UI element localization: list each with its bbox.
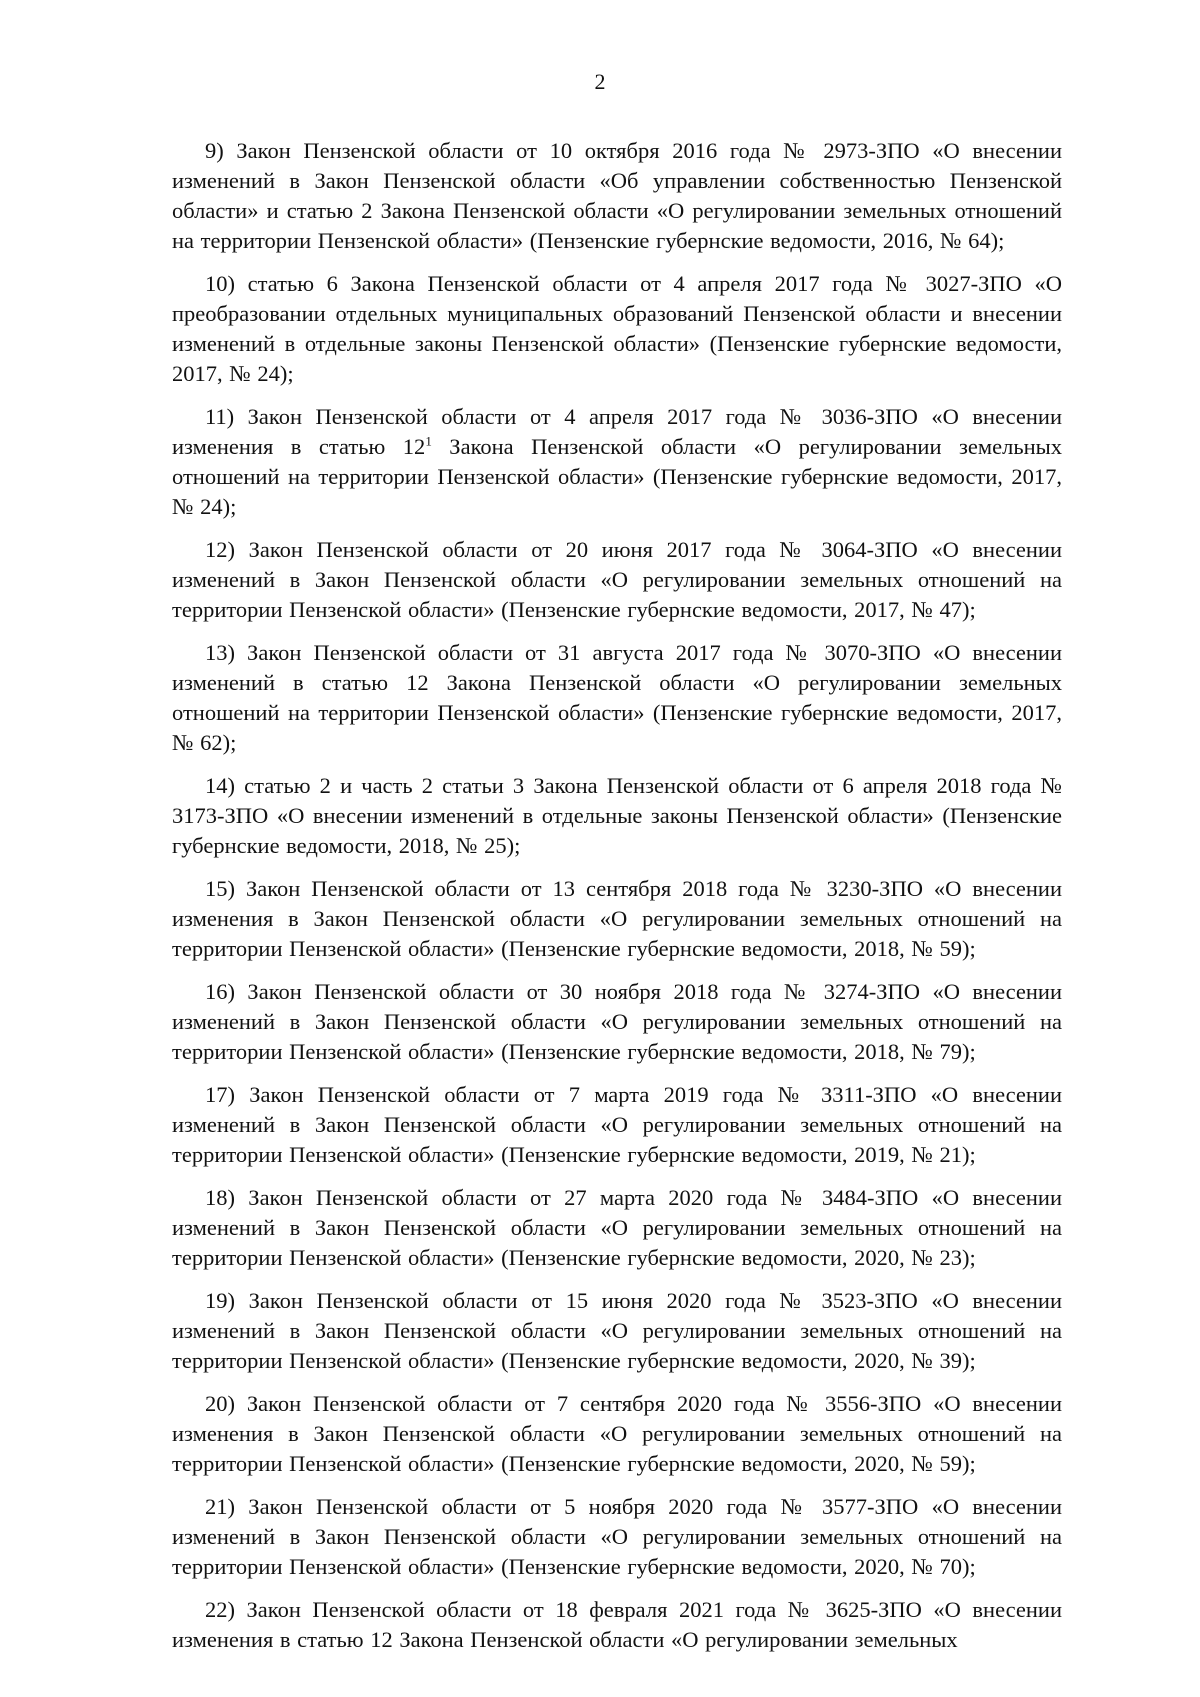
list-item: 16) Закон Пензенской области от 30 ноября 2018 года № 3274-ЗПО «О внесении изменений в Закон Пензенской области «О регулировании земельных отношений на территории Пензенской области» (Пензенские губернские ведомости, 2018, № 79); (172, 979, 1062, 1064)
list-item: 19) Закон Пензенской области от 15 июня 2020 года № 3523-ЗПО «О внесении изменений в Закон Пензенской области «О регулировании земельных отношений на территории Пензенской области» (Пензенские губернские ведомости, 2020, № 39); (172, 1288, 1062, 1373)
list-item: 15) Закон Пензенской области от 13 сентября 2018 года № 3230-ЗПО «О внесении изменения в Закон Пензенской области «О регулировании земельных отношений на территории Пензенской области» (Пензенские губернские ведомости, 2018, № 59); (172, 876, 1062, 961)
list-item: 13) Закон Пензенской области от 31 августа 2017 года № 3070-ЗПО «О внесении изменений в статью 12 Закона Пензенской области «О регулировании земельных отношений на территории Пензенской области» (Пензенские губернские ведомости, 2017, № 62); (172, 640, 1062, 755)
list-item: 22) Закон Пензенской области от 18 февраля 2021 года № 3625-ЗПО «О внесении изменения в статью 12 Закона Пензенской области «О регулировании земельных (172, 1597, 1062, 1652)
document-body (172, 136, 1062, 1668)
list-item: 14) статью 2 и часть 2 статьи 3 Закона Пензенской области от 6 апреля 2018 года № 3173-ЗПО «О внесении изменений в отдельные законы Пензенской области» (Пензенские губернские ведомости, 2018, № 25); (172, 773, 1062, 858)
list-item-text: Закона Пензенской области «О регулировании земельных отношений на территории Пензенской области» (Пензенские губернские ведомости, 2017, № 24); (172, 434, 1062, 519)
list-item: 9) Закон Пензенской области от 10 октября 2016 года № 2973-ЗПО «О внесении изменений в Закон Пензенской области «Об управлении собственностью Пензенской области» и статью 2 Закона Пензенской области «О регулировании земельных отношений на территории Пензенской области» (Пензенские губернские ведомости, 2016, № 64); (172, 138, 1062, 253)
list-item: 12) Закон Пензенской области от 20 июня 2017 года № 3064-ЗПО «О внесении изменений в Закон Пензенской области «О регулировании земельных отношений на территории Пензенской области» (Пензенские губернские ведомости, 2017, № 47); (172, 537, 1062, 622)
superscript-index: 1 (425, 433, 432, 449)
list-item: 21) Закон Пензенской области от 5 ноября 2020 года № 3577-ЗПО «О внесении изменений в Закон Пензенской области «О регулировании земельных отношений на территории Пензенской области» (Пензенские губернские ведомости, 2020, № 70); (172, 1494, 1062, 1579)
list-item (172, 402, 1062, 522)
list-item: 20) Закон Пензенской области от 7 сентября 2020 года № 3556-ЗПО «О внесении изменения в Закон Пензенской области «О регулировании земельных отношений на территории Пензенской области» (Пензенские губернские ведомости, 2020, № 59); (172, 1391, 1062, 1476)
list-item: 17) Закон Пензенской области от 7 марта 2019 года № 3311-ЗПО «О внесении изменений в Закон Пензенской области «О регулировании земельных отношений на территории Пензенской области» (Пензенские губернские ведомости, 2019, № 21); (172, 1082, 1062, 1167)
list-item: 10) статью 6 Закона Пензенской области от 4 апреля 2017 года № 3027-ЗПО «О преобразовании отдельных муниципальных образований Пензенской области и внесении изменений в отдельные законы Пензенской области» (Пензенские губернские ведомости, 2017, № 24); (172, 271, 1062, 386)
list-item-text: 11) Закон Пензенской области от 4 апреля 2017 года № 3036-ЗПО «О внесении изменения в статью 12 (172, 404, 1062, 459)
list-item: 18) Закон Пензенской области от 27 марта 2020 года № 3484-ЗПО «О внесении изменений в Закон Пензенской области «О регулировании земельных отношений на территории Пензенской области» (Пензенские губернские ведомости, 2020, № 23); (172, 1185, 1062, 1270)
page-number: 2 (594, 69, 606, 94)
